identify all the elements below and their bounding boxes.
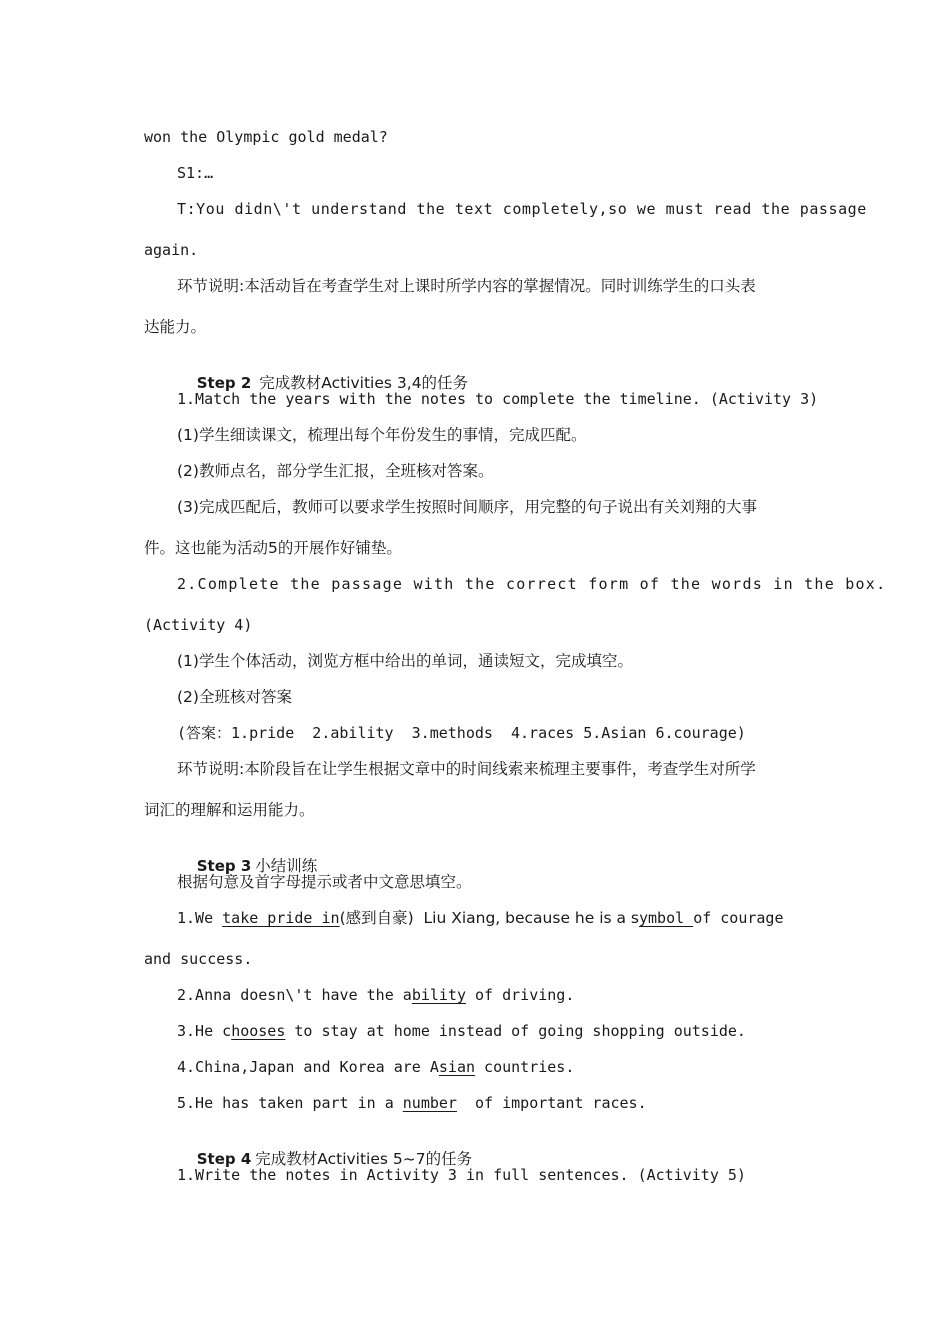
- exercise-text: of courage: [693, 909, 784, 927]
- text-line: and success.: [144, 950, 253, 968]
- exercise-item: [177, 985, 574, 1005]
- text-line: 2.Complete the passage with the correct form of the words in the box.: [177, 575, 887, 593]
- text-line: again.: [144, 241, 199, 259]
- answer-blank: number: [402, 1094, 457, 1112]
- text-line: 达能力。: [144, 318, 207, 336]
- text-line: (1)学生细读课文，梳理出每个年份发生的事情，完成匹配。: [177, 426, 587, 444]
- text-line: 词汇的理解和运用能力。: [144, 801, 315, 819]
- exercise-text: 5.He has taken part in a: [177, 1094, 403, 1112]
- exercise-text: (感到自豪) Liu Xiang, because he is a s: [339, 909, 639, 927]
- text-line: won the Olympic gold medal?: [144, 128, 388, 146]
- answer-line: (答案：1.pride 2.ability 3.methods 4.races 5.Asian 6.courage): [177, 724, 746, 742]
- exercise-text: countries.: [475, 1058, 575, 1076]
- step-label: Step 4: [196, 1150, 252, 1168]
- step-label: Step 2: [196, 374, 252, 392]
- answer-blank: bility: [411, 986, 466, 1004]
- step-label: Step 3: [196, 857, 252, 875]
- answer-blank: ymbol: [639, 909, 694, 927]
- exercise-text: 4.China,Japan and Korea are A: [177, 1058, 439, 1076]
- text-line: S1:…: [177, 164, 214, 182]
- exercise-text: 3.He c: [177, 1022, 232, 1040]
- step-title: 小结训练: [255, 857, 318, 875]
- step-title: 完成教材Activities 3,4的任务: [259, 374, 469, 392]
- answer-blank: take pride in: [222, 909, 340, 927]
- exercise-item: [177, 1093, 647, 1113]
- answer-blank: sian: [438, 1058, 476, 1076]
- exercise-item: [177, 908, 784, 928]
- text-line: (2)全班核对答案: [177, 688, 292, 706]
- exercise-text: of driving.: [466, 986, 575, 1004]
- exercise-text: to stay at home instead of going shopping outside.: [285, 1022, 746, 1040]
- text-line: 1.Match the years with the notes to complete the timeline. (Activity 3): [177, 390, 819, 408]
- answer-blank: hooses: [231, 1022, 286, 1040]
- text-line: (Activity 4): [144, 616, 253, 634]
- step-title: 完成教材Activities 5~7的任务: [255, 1150, 473, 1168]
- text-line: 根据句意及首字母提示或者中文意思填空。: [177, 873, 472, 891]
- text-line: 环节说明:本活动旨在考查学生对上课时所学内容的掌握情况。同时训练学生的口头表: [177, 277, 756, 295]
- text-line: 环节说明:本阶段旨在让学生根据文章中的时间线索来梳理主要事件，考查学生对所学: [177, 760, 756, 778]
- text-line: (1)学生个体活动，浏览方框中给出的单词，通读短文，完成填空。: [177, 652, 633, 670]
- exercise-text: 2.Anna doesn\'t have the a: [177, 986, 412, 1004]
- exercise-item: [177, 1021, 746, 1041]
- text-line: 1.Write the notes in Activity 3 in full sentences. (Activity 5): [177, 1166, 746, 1184]
- exercise-item: [177, 1057, 574, 1077]
- text-line: (3)完成匹配后，教师可以要求学生按照时间顺序，用完整的句子说出有关刘翔的大事: [177, 498, 757, 516]
- text-line: 件。这也能为活动5的开展作好铺垫。: [144, 539, 402, 557]
- exercise-text: 1.We: [177, 909, 223, 927]
- exercise-text: of important races.: [456, 1094, 647, 1112]
- text-line: T:You didn\'t understand the text completely,so we must read the passage: [177, 200, 867, 218]
- text-line: (2)教师点名，部分学生汇报，全班核对答案。: [177, 462, 494, 480]
